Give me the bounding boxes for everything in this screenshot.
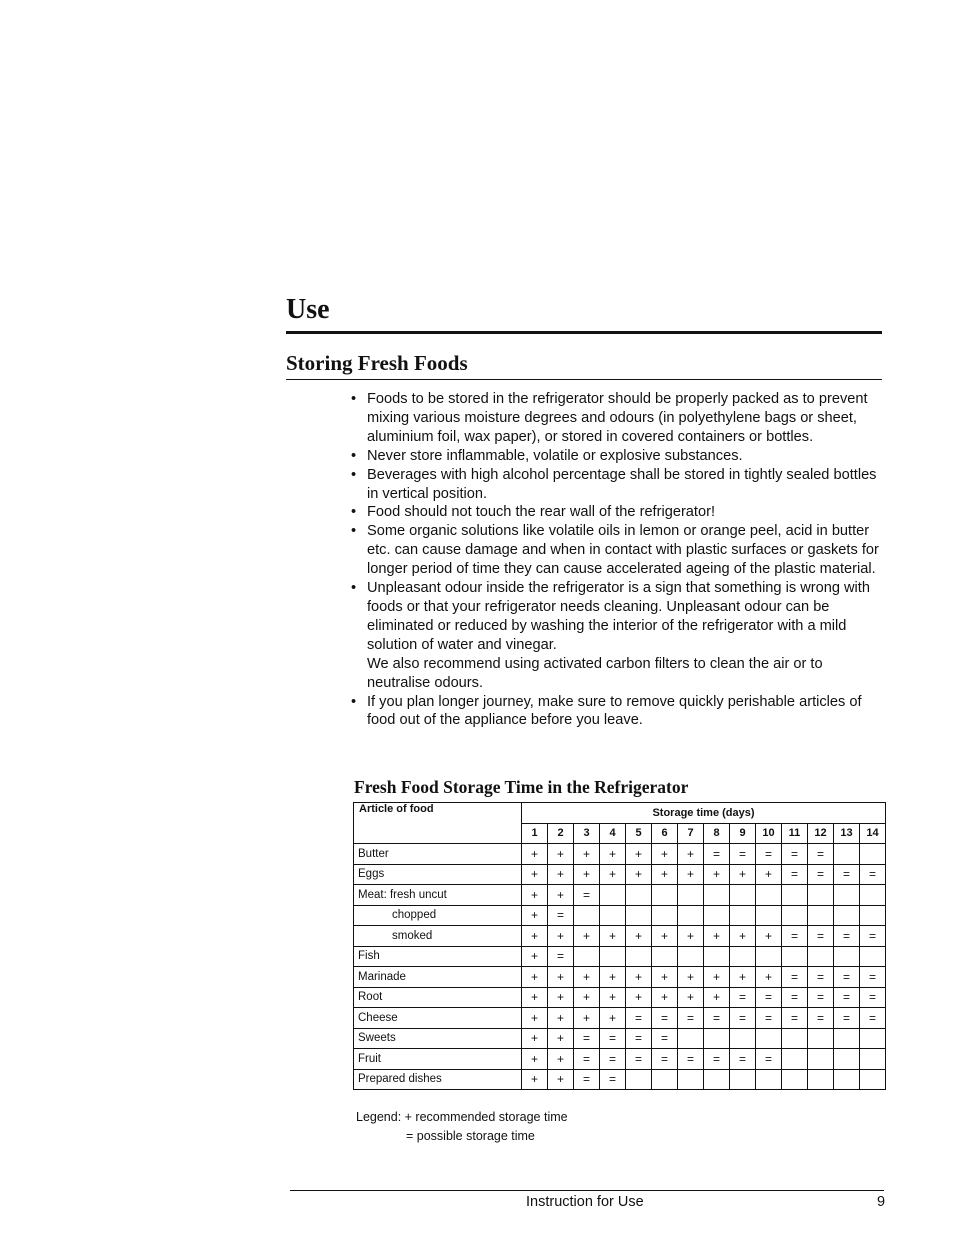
bullet-text: Food should not touch the rear wall of the refrigerator! xyxy=(367,504,716,521)
day-header: 9 xyxy=(730,823,756,844)
storage-mark xyxy=(756,946,782,967)
storage-mark: + xyxy=(522,1049,548,1070)
storage-mark: + xyxy=(548,1008,574,1029)
storage-mark: + xyxy=(548,926,574,947)
storage-mark: + xyxy=(522,1028,548,1049)
storage-mark xyxy=(652,905,678,926)
storage-mark: + xyxy=(600,926,626,947)
table-row xyxy=(354,946,886,967)
table-row xyxy=(354,1069,886,1090)
storage-mark xyxy=(756,885,782,906)
storage-mark: = xyxy=(548,905,574,926)
storage-mark: = xyxy=(704,1049,730,1070)
storage-mark: = xyxy=(626,1008,652,1029)
storage-mark xyxy=(730,1028,756,1049)
bullet-text: Foods to be stored in the refrigerator should be properly packed as to prevent mixing various moisture degrees and odours (in polyethylene bags or sheet, aluminium foil, wax paper), or stored in covered containers or bottles. xyxy=(367,391,868,445)
storage-mark xyxy=(808,1028,834,1049)
storage-mark xyxy=(782,946,808,967)
storage-mark xyxy=(834,1049,860,1070)
food-name: Eggs xyxy=(354,864,522,885)
storage-mark: + xyxy=(522,1008,548,1029)
storage-time-header: Storage time (days) xyxy=(522,803,886,824)
storage-mark xyxy=(626,905,652,926)
page-number: 9 xyxy=(877,1194,886,1210)
storage-mark: + xyxy=(652,844,678,865)
day-header: 7 xyxy=(678,823,704,844)
food-name: Butter xyxy=(354,844,522,865)
storage-mark: + xyxy=(756,967,782,988)
storage-mark: + xyxy=(730,926,756,947)
storage-mark xyxy=(704,946,730,967)
bullet-symbol: • xyxy=(351,693,357,710)
storage-mark: + xyxy=(626,987,652,1008)
table-row xyxy=(354,844,886,865)
storage-mark: = xyxy=(626,1049,652,1070)
storage-mark xyxy=(860,905,886,926)
storage-mark: = xyxy=(704,844,730,865)
bullet-text: We also recommend using activated carbon filters to clean the air or to neutralise odours. xyxy=(367,655,823,691)
storage-mark: + xyxy=(678,844,704,865)
storage-mark: = xyxy=(678,1008,704,1029)
bullet-text: Some organic solutions like volatile oils in lemon or orange peel, acid in butter etc. can cause damage and when in contact with plastic surfaces or gaskets for longer period of time they can cause accelerated ageing of the plastic material. xyxy=(367,523,879,578)
storage-mark xyxy=(704,905,730,926)
storage-mark: = xyxy=(756,1008,782,1029)
storage-mark: + xyxy=(548,885,574,906)
storage-mark: + xyxy=(522,926,548,947)
storage-mark: + xyxy=(548,1069,574,1090)
storage-mark: + xyxy=(522,967,548,988)
storage-mark xyxy=(834,1028,860,1049)
storage-mark: + xyxy=(548,844,574,865)
storage-mark xyxy=(834,905,860,926)
storage-mark xyxy=(652,885,678,906)
storage-mark xyxy=(678,1028,704,1049)
storage-mark xyxy=(574,905,600,926)
day-header: 5 xyxy=(626,823,652,844)
storage-mark: + xyxy=(626,844,652,865)
storage-mark: = xyxy=(730,844,756,865)
storage-mark xyxy=(600,946,626,967)
storage-mark: = xyxy=(782,844,808,865)
storage-mark: + xyxy=(522,987,548,1008)
storage-table xyxy=(353,802,886,1090)
storage-mark xyxy=(652,946,678,967)
storage-mark xyxy=(704,1069,730,1090)
storage-mark: + xyxy=(574,864,600,885)
storage-mark: = xyxy=(678,1049,704,1070)
day-header: 6 xyxy=(652,823,678,844)
storage-mark: = xyxy=(860,864,886,885)
storage-mark: + xyxy=(704,987,730,1008)
storage-mark xyxy=(860,1028,886,1049)
table-row xyxy=(354,885,886,906)
storage-mark: = xyxy=(860,987,886,1008)
day-header: 13 xyxy=(834,823,860,844)
storage-mark xyxy=(652,1069,678,1090)
storage-mark: + xyxy=(522,946,548,967)
bullet-text: If you plan longer journey, make sure to remove quickly perishable articles of food out of the appliance before you leave. xyxy=(367,693,862,729)
storage-mark: = xyxy=(600,1069,626,1090)
legend xyxy=(356,1108,568,1146)
day-header: 4 xyxy=(600,823,626,844)
day-header: 12 xyxy=(808,823,834,844)
storage-mark: = xyxy=(574,885,600,906)
storage-mark: + xyxy=(626,864,652,885)
article-header: Article of food xyxy=(354,803,522,844)
storage-mark: = xyxy=(808,864,834,885)
food-name: chopped xyxy=(354,905,522,926)
storage-mark: + xyxy=(678,864,704,885)
storage-mark xyxy=(808,1069,834,1090)
storage-mark: = xyxy=(574,1049,600,1070)
storage-mark xyxy=(834,946,860,967)
table-body xyxy=(354,844,886,1090)
storage-mark: + xyxy=(678,987,704,1008)
section-divider xyxy=(286,331,882,334)
storage-mark: = xyxy=(782,967,808,988)
storage-mark: + xyxy=(600,967,626,988)
storage-mark xyxy=(678,905,704,926)
storage-mark: + xyxy=(652,926,678,947)
food-name: Meat: fresh uncut xyxy=(354,885,522,906)
storage-mark: + xyxy=(600,864,626,885)
storage-mark xyxy=(860,1049,886,1070)
bullet-text: Never store inflammable, volatile or explosive substances. xyxy=(367,447,743,464)
storage-mark: = xyxy=(860,1008,886,1029)
storage-mark xyxy=(808,1049,834,1070)
storage-mark: + xyxy=(756,926,782,947)
storage-mark xyxy=(574,946,600,967)
storage-mark: = xyxy=(652,1049,678,1070)
storage-mark: + xyxy=(548,1028,574,1049)
storage-mark xyxy=(834,1069,860,1090)
table-title: Fresh Food Storage Time in the Refrigerator xyxy=(354,777,689,797)
storage-mark: + xyxy=(600,1008,626,1029)
storage-mark: = xyxy=(652,1008,678,1029)
bullet-item xyxy=(349,390,889,447)
storage-mark: + xyxy=(730,967,756,988)
storage-mark: = xyxy=(782,864,808,885)
section-title: Use xyxy=(286,294,330,325)
storage-mark: = xyxy=(808,844,834,865)
storage-mark xyxy=(834,885,860,906)
storage-mark xyxy=(782,1049,808,1070)
storage-mark: = xyxy=(808,987,834,1008)
storage-mark xyxy=(756,905,782,926)
storage-mark: = xyxy=(834,1008,860,1029)
storage-mark xyxy=(730,946,756,967)
bullet-item xyxy=(349,693,889,731)
storage-mark xyxy=(808,885,834,906)
day-header: 14 xyxy=(860,823,886,844)
storage-mark: + xyxy=(756,864,782,885)
storage-mark: + xyxy=(678,926,704,947)
bullet-item xyxy=(349,503,889,522)
bullet-list xyxy=(349,390,889,730)
storage-mark xyxy=(600,905,626,926)
storage-mark xyxy=(704,885,730,906)
storage-mark: = xyxy=(782,1008,808,1029)
storage-mark xyxy=(808,946,834,967)
food-name: Sweets xyxy=(354,1028,522,1049)
storage-mark: + xyxy=(730,864,756,885)
storage-mark: = xyxy=(652,1028,678,1049)
storage-mark xyxy=(678,885,704,906)
storage-mark xyxy=(782,1069,808,1090)
bullet-item xyxy=(349,466,889,504)
table-row xyxy=(354,1049,886,1070)
storage-mark xyxy=(860,885,886,906)
storage-mark: + xyxy=(600,987,626,1008)
storage-mark: = xyxy=(860,967,886,988)
storage-mark: = xyxy=(548,946,574,967)
subsection-title: Storing Fresh Foods xyxy=(286,351,468,375)
storage-mark: + xyxy=(704,926,730,947)
storage-mark: = xyxy=(756,987,782,1008)
storage-mark: + xyxy=(652,967,678,988)
storage-mark: = xyxy=(756,1049,782,1070)
storage-mark: = xyxy=(730,1049,756,1070)
storage-mark: + xyxy=(574,1008,600,1029)
bullet-symbol: • xyxy=(351,447,357,464)
storage-mark xyxy=(782,885,808,906)
food-name: Fruit xyxy=(354,1049,522,1070)
day-header: 10 xyxy=(756,823,782,844)
storage-mark xyxy=(626,1069,652,1090)
storage-mark xyxy=(808,905,834,926)
day-header: 2 xyxy=(548,823,574,844)
table-row xyxy=(354,926,886,947)
storage-mark: + xyxy=(522,864,548,885)
storage-mark: = xyxy=(834,987,860,1008)
storage-mark: = xyxy=(808,967,834,988)
storage-mark: = xyxy=(782,987,808,1008)
storage-mark: + xyxy=(678,967,704,988)
table-row xyxy=(354,1028,886,1049)
day-header: 1 xyxy=(522,823,548,844)
subsection-divider xyxy=(286,379,882,380)
storage-mark: = xyxy=(626,1028,652,1049)
storage-mark: = xyxy=(834,864,860,885)
storage-mark xyxy=(678,1069,704,1090)
storage-mark: = xyxy=(756,844,782,865)
storage-mark xyxy=(678,946,704,967)
storage-mark xyxy=(756,1069,782,1090)
storage-mark: + xyxy=(574,987,600,1008)
storage-mark: + xyxy=(574,844,600,865)
storage-mark: + xyxy=(522,844,548,865)
storage-mark: + xyxy=(704,967,730,988)
storage-mark: = xyxy=(574,1069,600,1090)
storage-mark: = xyxy=(808,926,834,947)
storage-mark: = xyxy=(574,1028,600,1049)
storage-mark: = xyxy=(730,1008,756,1029)
table-row xyxy=(354,864,886,885)
storage-mark: + xyxy=(522,1069,548,1090)
storage-mark: = xyxy=(860,926,886,947)
legend-recommended: Legend: + recommended storage time xyxy=(356,1110,568,1124)
legend-possible: = possible storage time xyxy=(406,1129,535,1143)
storage-mark xyxy=(626,885,652,906)
storage-mark: + xyxy=(574,926,600,947)
food-name: Marinade xyxy=(354,967,522,988)
bullet-symbol: • xyxy=(351,523,357,540)
food-name: Root xyxy=(354,987,522,1008)
storage-mark: = xyxy=(730,987,756,1008)
storage-mark: = xyxy=(600,1049,626,1070)
table-row xyxy=(354,987,886,1008)
storage-mark: = xyxy=(834,926,860,947)
footer-title: Instruction for Use xyxy=(526,1194,644,1210)
storage-mark xyxy=(626,946,652,967)
storage-mark xyxy=(782,1028,808,1049)
storage-mark xyxy=(600,885,626,906)
storage-mark: + xyxy=(704,864,730,885)
storage-mark: + xyxy=(548,987,574,1008)
storage-mark: + xyxy=(600,844,626,865)
food-name: Cheese xyxy=(354,1008,522,1029)
bullet-symbol: • xyxy=(351,391,357,407)
storage-mark: + xyxy=(652,864,678,885)
table-row xyxy=(354,1008,886,1029)
storage-mark xyxy=(704,1028,730,1049)
storage-mark xyxy=(782,905,808,926)
bullet-text: Beverages with high alcohol percentage shall be stored in tightly sealed bottles in vertical position. xyxy=(367,466,877,502)
footer-divider xyxy=(290,1190,884,1191)
storage-mark: + xyxy=(522,885,548,906)
storage-mark: + xyxy=(626,967,652,988)
day-header: 3 xyxy=(574,823,600,844)
storage-mark: = xyxy=(834,967,860,988)
storage-mark xyxy=(860,1069,886,1090)
storage-mark: + xyxy=(522,905,548,926)
food-name: Prepared dishes xyxy=(354,1069,522,1090)
storage-mark xyxy=(730,905,756,926)
day-header: 11 xyxy=(782,823,808,844)
storage-mark xyxy=(860,946,886,967)
storage-mark: + xyxy=(548,864,574,885)
storage-mark xyxy=(730,885,756,906)
table-row xyxy=(354,967,886,988)
food-name: Fish xyxy=(354,946,522,967)
bullet-symbol: • xyxy=(351,504,357,521)
storage-mark: + xyxy=(548,967,574,988)
bullet-text: Unpleasant odour inside the refrigerator is a sign that something is wrong with foods or that your refrigerator needs cleaning. Unpleasant odour can be eliminated or reduced by washing the interior of the refrigerator with a mild solution of water and vinegar. xyxy=(367,580,870,653)
storage-mark xyxy=(834,844,860,865)
storage-mark: + xyxy=(652,987,678,1008)
storage-mark: + xyxy=(548,1049,574,1070)
storage-mark xyxy=(756,1028,782,1049)
table-row xyxy=(354,905,886,926)
storage-mark: = xyxy=(704,1008,730,1029)
day-header: 8 xyxy=(704,823,730,844)
bullet-symbol: • xyxy=(351,466,357,483)
bullet-item xyxy=(349,579,889,692)
storage-mark xyxy=(730,1069,756,1090)
bullet-symbol: • xyxy=(351,580,357,597)
storage-mark xyxy=(860,844,886,865)
bullet-item xyxy=(349,447,889,466)
storage-mark: = xyxy=(782,926,808,947)
bullet-item xyxy=(349,522,889,579)
storage-mark: = xyxy=(808,1008,834,1029)
food-name: smoked xyxy=(354,926,522,947)
storage-mark: + xyxy=(626,926,652,947)
storage-mark: + xyxy=(574,967,600,988)
storage-mark: = xyxy=(600,1028,626,1049)
